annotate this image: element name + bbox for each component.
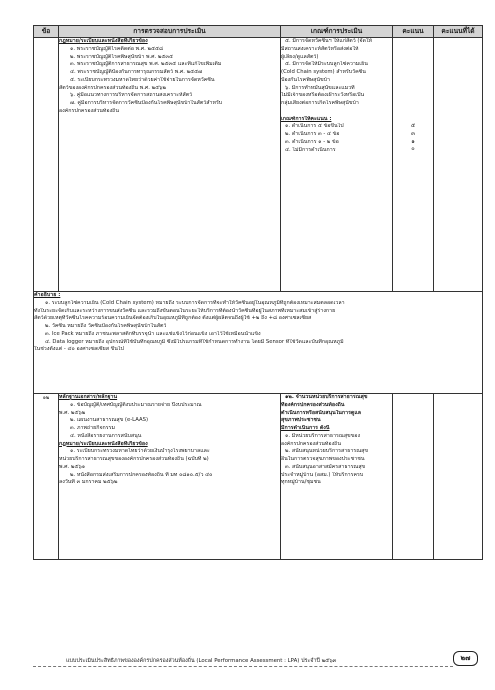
text-line: มีการดำเนินการ ดังนี้ xyxy=(281,425,330,431)
text-line: ๓. พระราชบัญญัติการสาธารณสุข พ.ศ. ๒๕๓๕ และที่แก้ไขเพิ่มเติม xyxy=(70,61,222,68)
table-row xyxy=(34,394,483,560)
header-no: ข้อ xyxy=(34,26,59,38)
row1-topic-cell xyxy=(59,38,281,292)
text-line: องค์กรปกครองส่วนท้องถิ่น xyxy=(281,440,342,447)
text-line: ๓. สนับสนุนอาสาสมัครสาธารณสุข xyxy=(285,463,366,470)
text-line: ลงวันที่ ๓ มกราคม ๒๕๖๒ xyxy=(59,479,118,486)
row2-got-cell xyxy=(434,394,483,560)
row2-score-cell xyxy=(393,394,434,560)
score-value: ๕ xyxy=(410,123,416,129)
text-line: พ.ศ. ๒๕๖๒ xyxy=(59,409,86,416)
text-line: ๒. สนับสนุนหน่วยบริการสาธารณสุข xyxy=(285,448,369,455)
text-line xyxy=(281,108,392,116)
footer-text: แบบประเมินประสิทธิภาพขององค์กรปกครองส่วนท้องถิ่น (Local Performance Assessment : LPA) ประจำปี ๒๕๖๓ xyxy=(66,658,337,664)
text-line: ๖. คู่มือแนวทางการบริหารจัดการสถานสงเคราะห์สัตว์ xyxy=(70,92,193,99)
text-line: ๓. ดำเนินการ ๑ - ๒ ข้อ xyxy=(285,138,339,145)
row1-got-cell xyxy=(434,38,483,292)
text-line: ๑. ดำเนินการ ๕ ข้อขึ้นไป xyxy=(285,123,344,130)
text-line: อื่นในการตรวจสุขภาพของประชาชน xyxy=(281,456,365,462)
text-line: หน่วยบริการสาธารณสุขขององค์กรปกครองส่วนท้องถิ่น (ฉบับที่ ๒) xyxy=(59,456,209,462)
text-line: ทั้งในระยะจัดเก็บและระหว่างการขนส่งวัคซีน และรวมถึงขั้นตอนในระยะให้บริการที่ต้องนำวัคซีนที่อยู่ในสภาพที่เหมาะสมเข้าสู่ร่างกาย xyxy=(34,307,336,314)
table-row xyxy=(34,38,483,292)
text-line: ๒. พระราชบัญญัติโรคพิษสุนัขบ้า พ.ศ. ๒๕๓๕ xyxy=(70,53,174,60)
text-line: เกณฑ์การให้คะแนน : xyxy=(281,115,332,122)
text-line: ๓. Ice Pack หมายถึง ภาชนะพลาสติกที่บรรจุน้ำ และแช่แข็งไว้ก่อนแข็ง เอาไว้ใช้เหมือนน้ำแข็ง xyxy=(45,330,261,337)
text-line: ๓. ภาพถ่ายกิจกรรม xyxy=(70,425,115,431)
text-line: ๔. พระราชบัญญัติป้องกันการทารุณกรรมสัตว์ พ.ศ. ๒๕๕๗ xyxy=(70,69,203,75)
text-line: สุขภาพประชาชน xyxy=(281,417,321,424)
text-line: ดำเนินการหรือสนับสนุนในการดูแล xyxy=(281,409,362,416)
score-value: ๓ xyxy=(411,130,415,137)
text-line: มีสถานสงเคราะห์สัตว์หรือส่งต่อให้ xyxy=(281,45,359,52)
text-line: ๔. ไม่มีการดำเนินการ xyxy=(285,146,336,153)
text-line: ๑๒. จำนวนหน่วยบริการสาธารณสุข xyxy=(285,394,368,400)
header-got: คะแนนที่ได้ xyxy=(434,26,483,38)
footer-divider xyxy=(33,666,453,667)
text-line: (Cold Chain system) สำหรับวัคซีน xyxy=(281,69,366,75)
row2-topic-cell xyxy=(59,394,281,560)
row1-no-cell xyxy=(34,38,59,292)
text-line: ไม่มีเจ้าของหรือต้องเฝ้าระวังหรือเป็น xyxy=(281,92,365,99)
text-line: ในช่วงตั้งแต่ - ๔๐ องศาเซลเซียส ขึ้นไป xyxy=(34,346,124,353)
document-page xyxy=(33,25,482,657)
text-line: ๑. ระเบียบกระทรวงมหาดไทยว่าด้วยเงินบำรุงโรงพยาบาลและ xyxy=(70,448,210,455)
text-line: ทุกหมู่บ้าน/ชุมชน xyxy=(281,479,321,486)
text-line: ที่องค์กรปกครองส่วนท้องถิ่น xyxy=(281,401,345,408)
text-line: กฎหมาย/ระเบียบและหนังสือที่เกี่ยวข้อง xyxy=(59,38,148,44)
table-header-row xyxy=(34,26,483,38)
text-line: ป้องกันโรคพิษสุนัขบ้า xyxy=(281,76,330,83)
row1-score-cell xyxy=(393,38,434,292)
text-line: กฎหมาย/ระเบียบและหนังสือที่เกี่ยวข้อง xyxy=(59,440,148,447)
score-value: ๑ xyxy=(411,138,415,145)
text-line: ๕. ระเบียบกระทรวงมหาดไทยว่าด้วยค่าใช้จ่ายในการจัดหวัคซีน xyxy=(70,76,215,83)
header-criteria: เกณฑ์การประเมิน xyxy=(281,26,393,38)
definitions-cell xyxy=(34,292,483,394)
text-line: ๖. มีการทำหมันสุนัขและแมวที่ xyxy=(285,84,355,91)
row2-no: ๑๒ xyxy=(34,394,59,560)
text-line: ๑. มีหน่วยบริการสาธารณสุขของ xyxy=(285,432,361,439)
text-line: ผู้เลี้ยง/ดูแลสัตว์) xyxy=(281,53,319,60)
text-line: ๑. ข้อบัญญัติ/เทศบัญญัติงบประมาณรายจ่าย ปีงบประมาณ xyxy=(70,401,202,408)
text-line: ๕. มีการจัดให้มีระบบลูกโซ่ความเย็น xyxy=(285,61,368,68)
text-line: กลุ่มเสี่ยงต่อการเกิดโรคพิษสุนัขบ้า xyxy=(281,100,359,106)
text-line: ๑. พระราชบัญญัติโรคติดต่อ พ.ศ. ๒๕๕๘ xyxy=(70,45,164,52)
text-line: ๒. วัคซีน หมายถึง วัคซีนป้องกันโรคพิษสุนัขบ้าในสัตว์ xyxy=(45,323,167,329)
text-line: ๑. ระบบลูกโซ่ความเย็น (Cold Chain system) หมายถึง ระบบการจัดการที่จะทำให้วัคซีนอยู่ในอุณหภูมิที่ถูกต้องเหมาะสมตลอดเวลา xyxy=(45,299,345,306)
header-topic: การตรวจสอบการประเมิน xyxy=(59,26,281,38)
text-line: พ.ศ. ๒๕๖๑ xyxy=(59,463,86,470)
assessment-table xyxy=(33,25,483,560)
text-line: สัตว์ด้วยเหตุที่วัคซีนโรคความร้อนความเย็นจัดต้องเก็บในอุณหภูมิที่ถูกต้อง ตั้งแต่ผู้ผลิตจนถึงผู้ใช้ +๒ ถึง +๘ องศาเซลเซียส xyxy=(34,315,312,322)
score-value: ๐ xyxy=(411,146,415,153)
text-line: หลักฐานเอกสาร/หลักฐาน xyxy=(59,394,118,400)
text-line: สัตว์ขององค์กรปกครองส่วนท้องถิ่น พ.ศ. ๒๕๖๒ xyxy=(59,84,166,91)
text-line: ๗. คู่มือการบริหารจัดการวัคซีนป้องกันโรคพิษสุนัขบ้าในสัตว์สำหรับ xyxy=(70,100,223,106)
text-line: ๒. แผนงานสาธารณสุข (e-LAAS) xyxy=(70,417,149,424)
text-line: องค์กรปกครองส่วนท้องถิ่น xyxy=(59,107,120,114)
row2-criteria-cell xyxy=(281,394,393,560)
header-score: คะแนน xyxy=(393,26,434,38)
page-number: ๒๗ xyxy=(453,651,478,666)
row1-criteria-cell xyxy=(281,38,393,292)
text-line: ๒. หนังสือกรมส่งเสริมการปกครองท้องถิ่น ที่ มท ๐๘๑๐.๕/ว ๔๐ xyxy=(70,471,213,478)
text-line: ๔. หนังสือรายงานการสนับสนุน xyxy=(70,432,142,439)
text-line: ๔. Data logger หมายถึง อุปกรณ์ที่ใช้บันทึกอุณหภูมิ ซึ่งมีโปรแกรมที่ใช้กำหนดการทำงาน โดยมี Sensor ที่ใช้วัดและบันทึกอุณหภูมิ xyxy=(45,338,344,345)
definitions-title: คำอธิบาย : xyxy=(34,292,61,298)
text-line: ประจำหมู่บ้าน (อสม.) ให้บริการครบ xyxy=(281,471,364,478)
definitions-row xyxy=(34,292,483,394)
text-line: ๒. ดำเนินการ ๓ - ๔ ข้อ xyxy=(285,131,340,137)
text-line: ๕. มีการจัดหวัคซีนฯ ให้แก่สัตว์ (จัดให้ xyxy=(285,38,373,44)
